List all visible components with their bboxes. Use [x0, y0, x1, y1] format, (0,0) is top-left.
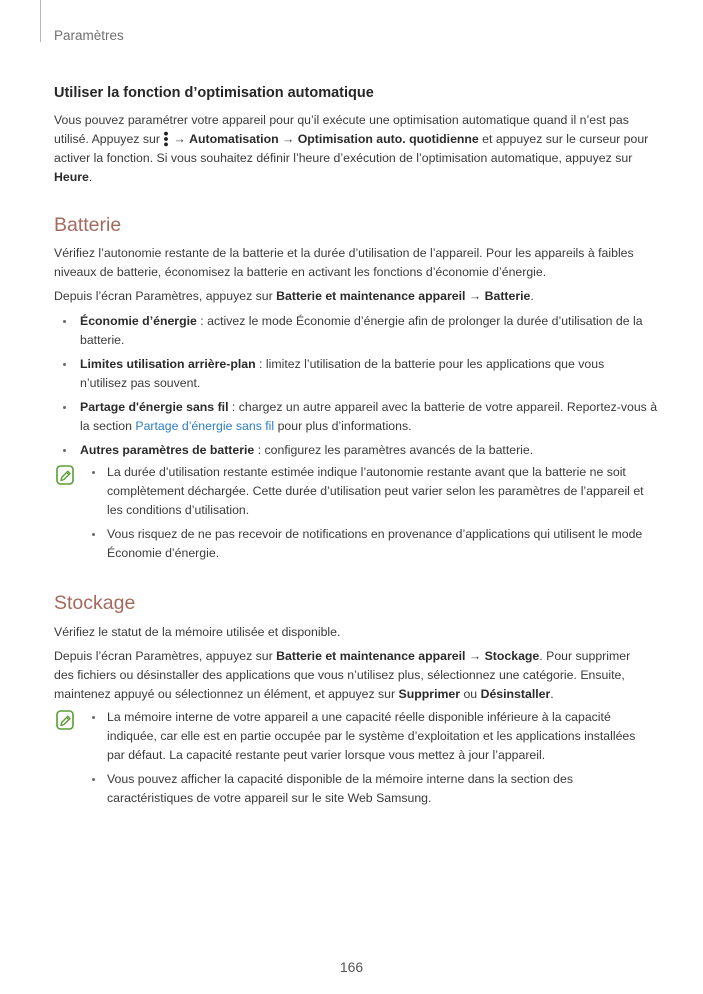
menu-path-battery-maintenance: Batterie et maintenance appareil	[276, 289, 466, 303]
note-text: Économie d’énergie.	[107, 546, 220, 560]
note-list	[107, 463, 646, 563]
page-content	[54, 84, 658, 808]
running-header: Paramètres	[54, 28, 124, 43]
menu-arrow: →	[173, 132, 190, 146]
menu-arrow: →	[465, 289, 485, 303]
option-description: batterie.	[80, 333, 125, 347]
storage-intro: Vérifiez le statut de la mémoire utilisée et disponible.	[54, 625, 341, 639]
option-description: : configurez les paramètres avancés de la batterie.	[254, 443, 534, 457]
option-label: Limites utilisation arrière-plan	[80, 357, 256, 371]
menu-path-automatisation: Automatisation	[189, 132, 279, 146]
note-pencil-icon	[56, 710, 74, 730]
paragraph-text: .	[88, 170, 93, 184]
menu-arrow: →	[278, 132, 298, 146]
section-title-batterie: Batterie	[54, 214, 122, 236]
action-desinstaller: Désinstaller	[480, 687, 551, 701]
more-options-icon	[163, 131, 169, 147]
bullet	[63, 449, 66, 452]
menu-arrow: →	[465, 649, 485, 663]
note-pencil-icon	[56, 465, 74, 485]
section-title-stockage: Stockage	[54, 592, 136, 614]
action-supprimer: Supprimer	[398, 687, 461, 701]
paragraph-text: activer la fonction. Si vous souhaitez définir l’heure d’exécution de l’optimisation automatique, appuyez sur	[54, 151, 633, 165]
bullet	[63, 320, 66, 323]
paragraph-text: maintenez appuyé ou sélectionnez un élément, et appuyez sur	[54, 687, 399, 701]
menu-path-battery-maintenance: Batterie et maintenance appareil	[276, 649, 466, 663]
list-item-autres-parametres	[54, 441, 646, 460]
list-item-limites-arriere-plan	[54, 355, 646, 393]
wireless-powershare-link[interactable]: Partage d’énergie sans fil	[135, 419, 275, 433]
paragraph-text: Depuis l’écran Paramètres, appuyez sur	[54, 649, 277, 663]
note-text: complètement déchargée. Cette durée d’utilisation peut varier selon les paramètres de l’appareil et	[107, 484, 644, 498]
note-text: caractéristiques de votre appareil sur le site Web Samsung.	[107, 791, 432, 805]
paragraph-text: . Pour supprimer	[539, 649, 631, 663]
bullet	[92, 471, 95, 474]
paragraph-text: Vérifiez l’autonomie restante de la batterie et la durée d’utilisation de l’appareil. Pour les appareils à faibles	[54, 246, 634, 260]
note-text: Vous pouvez afficher la capacité disponible de la mémoire interne dans la section des	[107, 772, 573, 786]
battery-options-list	[54, 312, 658, 460]
menu-path-stockage: Stockage	[484, 649, 540, 663]
header-rule	[40, 0, 41, 42]
note-item	[107, 770, 646, 808]
note-text: indiquée, car elle est en partie occupée par le système d’exploitation et les applications installées	[107, 729, 636, 743]
paragraph-text: niveaux de batterie, économisez la batterie en activant les fonctions d’économie d’énergie.	[54, 265, 547, 279]
note-item	[107, 525, 646, 563]
option-label: Économie d’énergie	[80, 314, 197, 328]
menu-path-heure: Heure	[54, 170, 89, 184]
storage-note	[54, 708, 646, 808]
option-label: Partage d'énergie sans fil	[80, 400, 229, 414]
paragraph-text: Depuis l’écran Paramètres, appuyez sur	[54, 289, 277, 303]
paragraph-text: des fichiers ou désinstaller des applications que vous n’utilisez plus, sélectionnez une catégorie. Ensuite,	[54, 668, 625, 682]
paragraph-text: .	[550, 687, 554, 701]
menu-path-batterie: Batterie	[484, 289, 531, 303]
battery-intro	[54, 244, 646, 282]
list-item-economie-energie	[54, 312, 646, 350]
bullet	[63, 363, 66, 366]
option-description: la section	[80, 419, 136, 433]
bullet	[63, 406, 66, 409]
paragraph-text: ou	[460, 687, 481, 701]
page-number: 166	[339, 959, 364, 975]
menu-path-optimisation-auto: Optimisation auto. quotidienne	[297, 132, 479, 146]
note-text: La mémoire interne de votre appareil a une capacité réelle disponible inférieure à la capacité	[107, 710, 611, 724]
list-item-partage-energie	[54, 398, 658, 436]
option-description: : chargez un autre appareil avec la batterie de votre appareil. Reportez-vous à	[228, 400, 658, 414]
note-text: Vous risquez de ne pas recevoir de notifications en provenance d’applications qui utilisent le mode	[107, 527, 643, 541]
note-item	[107, 463, 646, 520]
option-description: : limitez l’utilisation de la batterie pour les applications que vous	[255, 357, 605, 371]
option-description: n’utilisez pas souvent.	[80, 376, 201, 390]
option-description: : activez le mode Économie d’énergie afin de prolonger la durée d’utilisation de la	[196, 314, 643, 328]
battery-note	[54, 463, 646, 563]
battery-menu-path	[54, 287, 646, 306]
note-text: La durée d’utilisation restante estimée indique l’autonomie restante avant que la batterie ne soit	[107, 465, 626, 479]
paragraph-text: et appuyez sur le curseur pour	[478, 132, 649, 146]
note-text: les conditions d’utilisation.	[107, 503, 250, 517]
note-list	[107, 708, 646, 808]
note-item	[107, 708, 646, 765]
option-label: Autres paramètres de batterie	[80, 443, 255, 457]
bullet	[92, 716, 95, 719]
note-text: par défaut. La capacité restante peut varier lorsque vous mettez à jour l’appareil.	[107, 748, 546, 762]
paragraph-text: utilisé. Appuyez sur	[54, 132, 164, 146]
optimisation-paragraph	[54, 111, 649, 187]
paragraph-text: .	[530, 289, 534, 303]
option-description: pour plus d’informations.	[274, 419, 412, 433]
storage-menu-path	[54, 647, 646, 704]
bullet	[92, 533, 95, 536]
paragraph-text: Vous pouvez paramétrer votre appareil pour qu’il exécute une optimisation automatique quand il n’est pas	[54, 113, 629, 127]
bullet	[92, 778, 95, 781]
subsection-title: Utiliser la fonction d’optimisation automatique	[54, 85, 374, 101]
